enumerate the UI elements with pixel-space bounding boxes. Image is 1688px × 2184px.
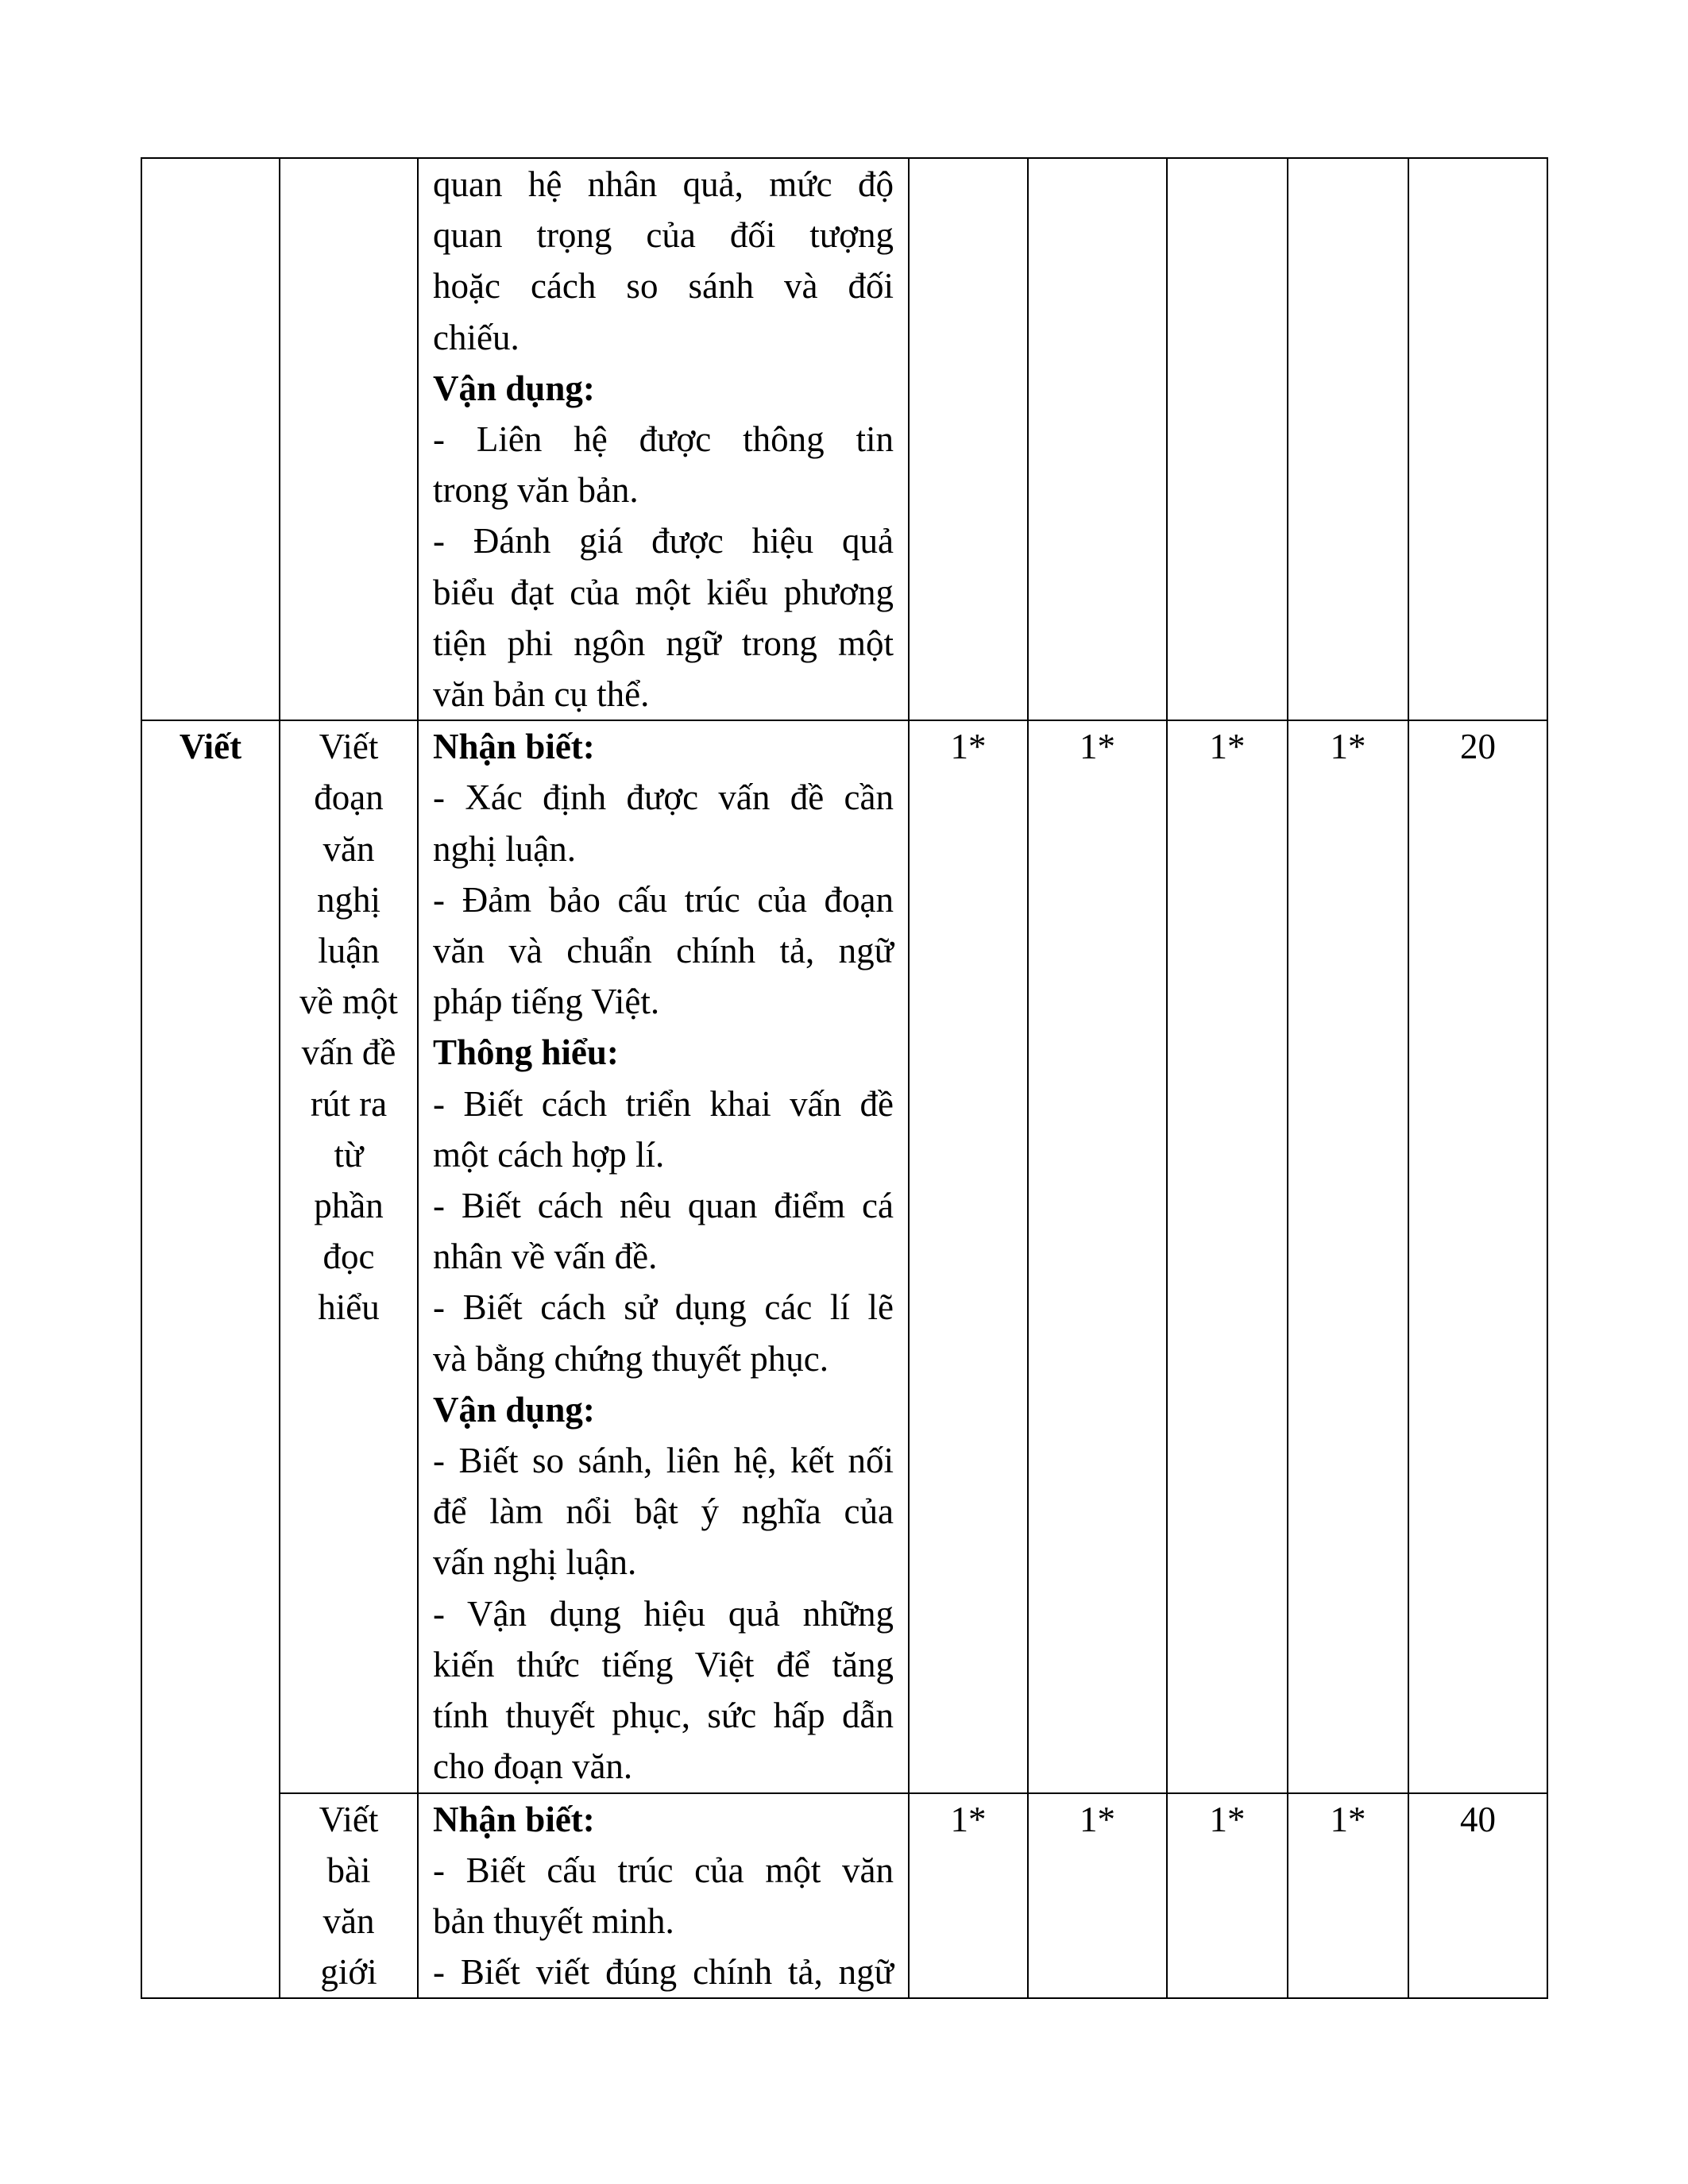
description-line: pháp tiếng Việt. bbox=[433, 982, 660, 1022]
description-line: - Liên hệ được thông tin bbox=[433, 419, 894, 460]
description-line: - Xác định được vấn đề cần bbox=[433, 778, 894, 818]
question-count-cell: 1* bbox=[1028, 720, 1167, 1792]
skill-cell bbox=[141, 158, 280, 720]
question-count-cell: 1* bbox=[1288, 1793, 1408, 1999]
description-line: tính thuyết phục, sức hấp dẫn bbox=[433, 1696, 894, 1736]
description-line: và bằng chứng thuyết phục. bbox=[433, 1338, 829, 1379]
percent-cell: 40 bbox=[1408, 1793, 1547, 1999]
level-heading: Nhận biết: bbox=[433, 1799, 595, 1839]
content-unit-line: luận bbox=[318, 931, 380, 971]
content-unit-line: từ bbox=[334, 1134, 364, 1175]
description-line: - Biết viết đúng chính tả, ngữ bbox=[433, 1952, 894, 1993]
question-count-cell bbox=[1167, 158, 1288, 720]
question-count-cell bbox=[1288, 158, 1408, 720]
percent-cell: 20 bbox=[1408, 720, 1547, 1792]
requirement-description-cell bbox=[418, 1793, 909, 1999]
question-count-cell bbox=[1028, 158, 1167, 720]
skill-cell: Viết bbox=[141, 720, 280, 1998]
description-line: văn và chuẩn chính tả, ngữ bbox=[433, 931, 894, 971]
description-line: - Biết cách sử dụng các lí lẽ bbox=[433, 1287, 894, 1328]
content-unit-line: văn bbox=[323, 828, 375, 869]
question-count-cell: 1* bbox=[909, 1793, 1028, 1999]
description-line: bản thuyết minh. bbox=[433, 1900, 674, 1941]
content-unit-cell bbox=[280, 158, 418, 720]
content-unit-line: hiểu bbox=[318, 1287, 380, 1328]
description-line: - Đánh giá được hiệu quả bbox=[433, 521, 894, 561]
specification-table bbox=[141, 157, 1548, 1999]
level-heading: Thông hiểu: bbox=[433, 1032, 619, 1073]
content-unit-line: đọc bbox=[323, 1237, 375, 1277]
description-line: - Biết so sánh, liên hệ, kết nối bbox=[433, 1441, 894, 1481]
description-line: - Biết cách triển khai vấn đề bbox=[433, 1083, 894, 1124]
question-count-cell: 1* bbox=[1288, 720, 1408, 1792]
level-heading: Vận dụng: bbox=[433, 1389, 595, 1430]
question-count-cell: 1* bbox=[1167, 1793, 1288, 1999]
content-unit-line: rút ra bbox=[310, 1083, 388, 1124]
description-line: vấn nghị luận. bbox=[433, 1542, 637, 1583]
description-line: nhân về vấn đề. bbox=[433, 1237, 658, 1277]
description-line: tiện phi ngôn ngữ trong một bbox=[433, 623, 894, 663]
table-row bbox=[141, 720, 1547, 1792]
description-line: quan hệ nhân quả, mức độ bbox=[433, 164, 894, 204]
level-heading: Nhận biết: bbox=[433, 727, 595, 767]
table-row bbox=[141, 1793, 1547, 1999]
description-line: nghị luận. bbox=[433, 828, 576, 869]
question-count-cell: 1* bbox=[1167, 720, 1288, 1792]
description-line: - Biết cấu trúc của một văn bbox=[433, 1850, 894, 1890]
description-line: cho đoạn văn. bbox=[433, 1746, 633, 1787]
description-line: trong văn bản. bbox=[433, 470, 639, 511]
content-unit-line: giới bbox=[320, 1952, 377, 1993]
description-line: để làm nổi bật ý nghĩa của bbox=[433, 1491, 894, 1532]
question-count-cell bbox=[909, 158, 1028, 720]
percent-cell bbox=[1408, 158, 1547, 720]
question-count-cell: 1* bbox=[909, 720, 1028, 1792]
content-unit-line: phần bbox=[314, 1186, 384, 1226]
description-line: chiếu. bbox=[433, 317, 520, 357]
table-row bbox=[141, 158, 1547, 720]
requirement-description-cell bbox=[418, 720, 909, 1792]
description-line: văn bản cụ thể. bbox=[433, 674, 650, 715]
description-line: một cách hợp lí. bbox=[433, 1134, 665, 1175]
content-unit-line: đoạn bbox=[314, 778, 384, 818]
content-unit-line: nghị bbox=[316, 879, 380, 920]
description-line: hoặc cách so sánh và đối bbox=[433, 266, 894, 307]
description-line: - Biết cách nêu quan điểm cá bbox=[433, 1186, 894, 1226]
description-line: kiến thức tiếng Việt để tăng bbox=[433, 1644, 894, 1684]
table-body bbox=[141, 158, 1547, 1998]
description-line: biểu đạt của một kiểu phương bbox=[433, 572, 894, 612]
content-unit-line: về một bbox=[299, 982, 398, 1022]
requirement-description-cell bbox=[418, 158, 909, 720]
description-line: quan trọng của đối tượng bbox=[433, 215, 894, 256]
content-unit-cell bbox=[280, 1793, 418, 1999]
content-unit-line: Viết bbox=[319, 1799, 379, 1839]
level-heading: Vận dụng: bbox=[433, 368, 595, 408]
content-unit-line: bài bbox=[326, 1850, 371, 1890]
description-line: - Đảm bảo cấu trúc của đoạn bbox=[433, 879, 894, 920]
description-line: - Vận dụng hiệu quả những bbox=[433, 1593, 894, 1634]
content-unit-line: vấn đề bbox=[301, 1032, 396, 1073]
content-unit-line: văn bbox=[323, 1900, 375, 1941]
content-unit-cell bbox=[280, 720, 418, 1792]
question-count-cell: 1* bbox=[1028, 1793, 1167, 1999]
content-unit-line: Viết bbox=[319, 727, 379, 767]
